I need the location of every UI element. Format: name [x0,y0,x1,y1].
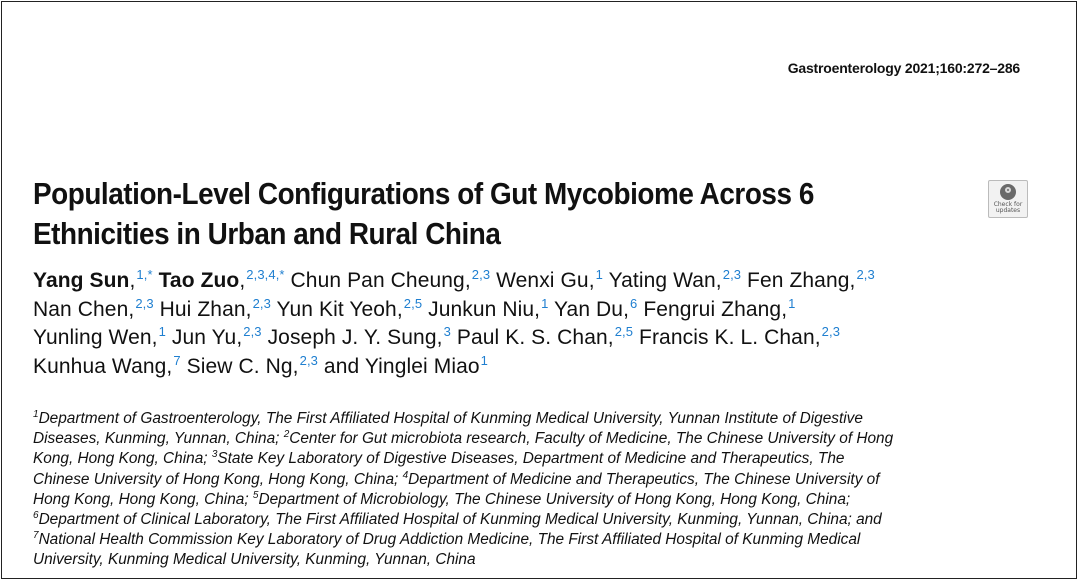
author-sep: , [715,269,722,292]
affiliation-line [33,510,1043,530]
author-name: Yun Kit Yeoh [276,297,397,321]
author-sep: , [623,297,630,321]
affiliation-number: 1 [33,409,39,420]
check-for-updates-button[interactable] [988,180,1028,218]
author-affil-link[interactable]: 2,3 [821,324,841,339]
affiliation-number: 7 [33,530,39,542]
author-name: Paul K. S. Chan [456,326,608,349]
author-affil-link[interactable]: 1 [480,352,488,368]
author-affil-link[interactable]: 7 [173,352,181,368]
author-affil-link[interactable]: 2,5 [403,295,423,311]
author-sep: , [436,326,443,349]
author-sep: , [292,354,299,378]
author-name: Yating Wan [608,269,716,292]
author-sep: , [129,269,136,292]
author-name: Siew C. Ng [186,354,293,378]
affiliation-text: Chinese University of Hong Kong, Hong Kong, China; [33,470,403,488]
affiliation-text: Hong Kong, Hong Kong, China; [33,490,253,508]
affiliation-text: Diseases, Kunming, Yunnan, China; [33,430,284,448]
affiliation-number: 4 [402,469,409,481]
affiliation-text: Department of Microbiology, The Chinese University of Hong Kong, Hong Kong, China; [258,490,851,508]
affiliations [33,409,1043,571]
affiliation-line [33,470,1043,490]
affiliation-line [33,429,1043,449]
author-name: Francis K. L. Chan [639,326,815,349]
author-list [33,267,1033,381]
author-affil-link[interactable]: 1,* [136,267,153,282]
author-sep: , [534,297,541,321]
affiliation-line [33,409,1043,429]
author-affil-link[interactable]: 2,3,4,* [246,267,285,282]
author-name: Nan Chen [33,297,129,321]
author-name: Jun Yu [171,326,237,349]
author-affil-link[interactable]: 3 [443,324,451,339]
author-affil-link[interactable]: 2,3 [299,352,318,368]
affiliation-text: State Key Laboratory of Digestive Diseases, Department of Medicine and Therapeutics, The [217,450,845,468]
author-name: Hui Zhan [159,297,246,321]
author-affil-link[interactable]: 1 [595,267,603,282]
author-affil-link[interactable]: 2,3 [856,267,875,282]
author-name: Chun Pan Cheung [290,269,465,292]
affiliation-text: Department of Medicine and Therapeutics, The Chinese University of [408,470,880,488]
author-sep: , [128,297,135,321]
author-name: Yang Sun [33,269,130,292]
affiliation-text: Kong, Hong Kong, China; [33,450,212,468]
affiliation-text: University, Kunming Medical University, Kunming, Yunnan, China [33,551,476,569]
badge-label-1: Check for [993,201,1023,208]
author-sep: , [239,269,246,292]
author-sep: , [607,326,614,349]
check-for-updates-icon [1000,184,1016,200]
author-name: Fengrui Zhang [643,297,782,321]
author-conjunction: and [323,354,360,378]
author-name: Yinglei Miao [364,354,480,378]
author-affil-link[interactable]: 2,3 [471,267,491,282]
author-line-3 [33,324,1033,353]
author-sep: , [814,326,821,349]
author-affil-link[interactable]: 2,3 [252,295,271,311]
affiliation-number: 3 [211,449,218,461]
author-name: Junkun Niu [428,297,535,321]
affiliation-text: Center for Gut microbiota research, Faculty of Medicine, The Chinese University of Hong [289,430,894,448]
affiliation-number: 2 [283,429,290,441]
author-name: Yunling Wen [33,326,152,349]
author-name: Kunhua Wang [33,354,167,378]
author-line-2 [33,296,1033,325]
author-affil-link[interactable]: 2,3 [135,295,154,311]
affiliation-number: 5 [252,489,259,501]
author-sep: , [396,297,403,321]
author-line-1 [33,267,1033,296]
article-title [33,174,861,254]
affiliation-line [33,449,1043,469]
affiliation-line [33,490,1043,510]
author-affil-link[interactable]: 1 [788,295,796,311]
author-name: Tao Zuo [158,269,240,292]
author-affil-link[interactable]: 6 [630,295,638,311]
author-name: Joseph J. Y. Sung [267,326,437,349]
author-name: Fen Zhang [747,269,850,292]
author-sep: , [781,297,788,321]
affiliation-text: Department of Gastroenterology, The First Affiliated Hospital of Kunming Medical University, Yunnan Institute of Digestive [38,410,863,427]
title-line-1: Population-Level Configurations of Gut Mycobiome Across 6 [33,176,814,211]
author-affil-link[interactable]: 2,3 [722,267,742,282]
affiliation-text: Department of Clinical Laboratory, The First Affiliated Hospital of Kunming Medical University, Kunming, Yunnan, China; and [38,511,882,529]
author-affil-link[interactable]: 2,5 [614,324,634,339]
author-affil-link[interactable]: 2,3 [243,324,262,339]
affiliation-text: National Health Commission Key Laboratory of Drug Addiction Medicine, The First Affiliated Hospital of Kunming Medical [38,531,861,549]
author-line-4 [33,353,1033,382]
author-affil-link[interactable]: 1 [541,295,549,311]
author-sep: , [245,297,252,321]
author-name: Yan Du [554,297,624,321]
affiliation-line [33,550,1043,570]
journal-citation: Gastroenterology 2021;160:272–286 [787,60,1020,76]
affiliation-line [33,530,1043,550]
author-name: Wenxi Gu [496,269,589,292]
author-sep: , [236,326,243,349]
affiliation-number: 6 [33,510,39,522]
author-sep: , [166,354,173,378]
author-sep: , [849,269,856,292]
badge-label-2: updates [995,207,1021,214]
author-sep: , [151,326,158,349]
author-sep: , [464,269,471,292]
page-frame [1,1,1077,579]
title-line-2: Ethnicities in Urban and Rural China [33,216,501,251]
author-sep: , [588,269,595,292]
author-affil-link[interactable]: 1 [158,324,166,339]
